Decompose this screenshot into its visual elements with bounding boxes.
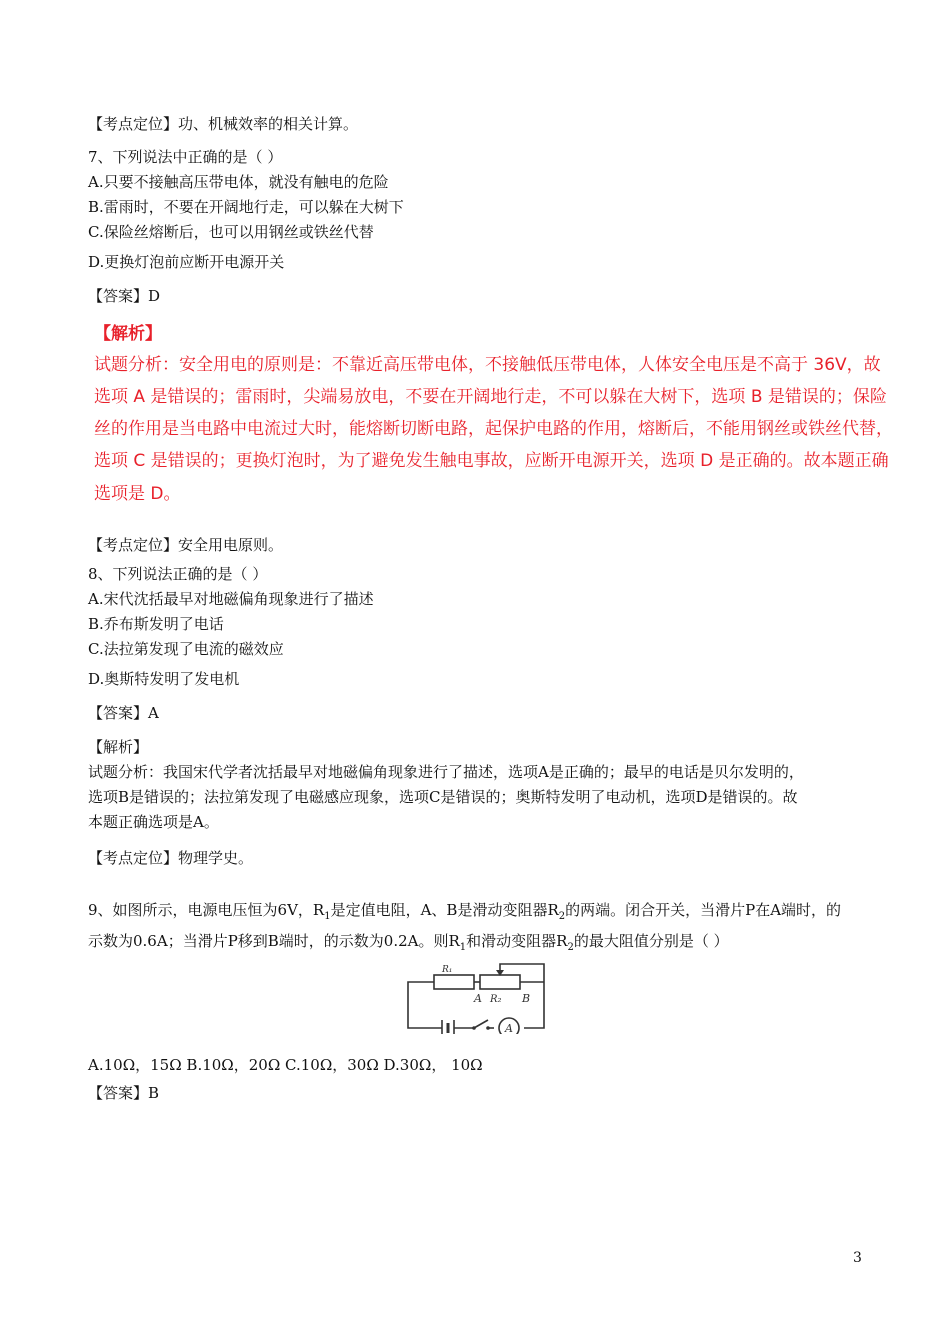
switch-pivot (472, 1026, 476, 1030)
q8-analysis-paragraph (88, 760, 878, 835)
q8-stem: 8、下列说法正确的是（ ） (88, 565, 268, 583)
q8-answer: 【答案】A (88, 704, 159, 722)
label-r2: R₂ (490, 994, 502, 1005)
q7-option-d: D.更换灯泡前应断开电源开关 (88, 253, 285, 271)
q7-analysis-line-3: 丝的作用是当电路中电流过大时，能熔断切断电路，起保护电路的作用，熔断后，不能用钢丝或铁丝代替， (94, 419, 893, 439)
q9-subscript: 1 (459, 942, 467, 953)
q7-analysis-line-2: 选项 A 是错误的；雷雨时，尖端易放电，不要在开阔地行走，不可以躲在大树下，选项 B 是错误的；保险 (94, 387, 887, 407)
q9-subscript: 2 (558, 911, 566, 922)
q7-topic: 【考点定位】安全用电原则。 (88, 536, 284, 554)
q9-answer: 【答案】B (88, 1084, 160, 1102)
q7-answer: 【答案】D (88, 287, 161, 305)
q9-subscript: 1 (324, 911, 331, 922)
q7-analysis-line-1: 试题分析：安全用电的原则是：不靠近高压带电体，不接触低压带电体，人体安全电压是不高于 36V，故 (94, 355, 881, 375)
label-b-end: B (522, 992, 531, 1005)
q7-option-b: B.雷雨时，不要在开阔地行走，可以躲在大树下 (88, 198, 404, 216)
q7-analysis-heading: 【解析】 (94, 324, 162, 344)
q9-subscript: 2 (567, 942, 574, 953)
q8-option-a: A.宋代沈括最早对地磁偏角现象进行了描述 (88, 590, 374, 608)
q8-analysis-heading: 【解析】 (88, 738, 149, 756)
q8-option-d: D.奥斯特发明了发电机 (88, 670, 240, 688)
q9-text: 的两端。闭合开关，当滑片P在A端时，的 (565, 901, 842, 919)
page-number: 3 (853, 1250, 862, 1266)
q6-topic: 【考点定位】功、机械效率的相关计算。 (88, 115, 359, 133)
q9-stem-line-1 (88, 898, 878, 929)
q9-text: 是定值电阻，A、B是滑动变阻器R (330, 901, 559, 919)
ammeter-label: A (505, 1022, 513, 1034)
q7-stem: 7、下列说法中正确的是（ ） (88, 148, 283, 166)
q9-text: 和滑动变阻器R (466, 932, 568, 950)
q8-analysis-line-3: 本题正确选项是A。 (88, 813, 219, 831)
label-a-end: A (474, 992, 482, 1005)
q9-stem (88, 898, 878, 960)
q9-text: 的最大阻值分别是（ ） (573, 932, 729, 950)
q8-option-b: B.乔布斯发明了电话 (88, 615, 224, 633)
q8-analysis-line-1: 试题分析：我国宋代学者沈括最早对地磁偏角现象进行了描述，选项A是正确的；最早的电话是贝尔发明的， (88, 763, 804, 781)
switch-contact (486, 1026, 490, 1030)
q8-analysis-line-2: 选项B是错误的；法拉第发现了电磁感应现象，选项C是错误的；奥斯特发明了电动机，选项D是错误的。故 (88, 788, 798, 806)
q7-option-c: C.保险丝熔断后，也可以用钢丝或铁丝代替 (88, 223, 374, 241)
q7-option-a: A.只要不接触高压带电体，就没有触电的危险 (88, 173, 389, 191)
label-r1: R₁ (442, 965, 453, 975)
q7-analysis-line-4: 选项 C 是错误的；更换灯泡时，为了避免发生触电事故，应断开电源开关，选项 D 是正确的。故本题正确 (94, 451, 889, 471)
circuit-diagram (404, 962, 550, 1034)
q9-stem-line-2 (88, 929, 878, 960)
q9-text: 9、如图所示，电源电压恒为6V，R (88, 901, 325, 919)
q9-options: A.10Ω，15Ω B.10Ω，20Ω C.10Ω，30Ω D.30Ω， 10Ω (88, 1056, 483, 1074)
q9-text: 示数为0.6A；当滑片P移到B端时，的示数为0.2A。则R (88, 932, 460, 950)
q8-topic: 【考点定位】物理学史。 (88, 849, 254, 867)
q7-analysis-line-5: 选项是 D。 (94, 484, 181, 504)
q8-option-c: C.法拉第发现了电流的磁效应 (88, 640, 284, 658)
